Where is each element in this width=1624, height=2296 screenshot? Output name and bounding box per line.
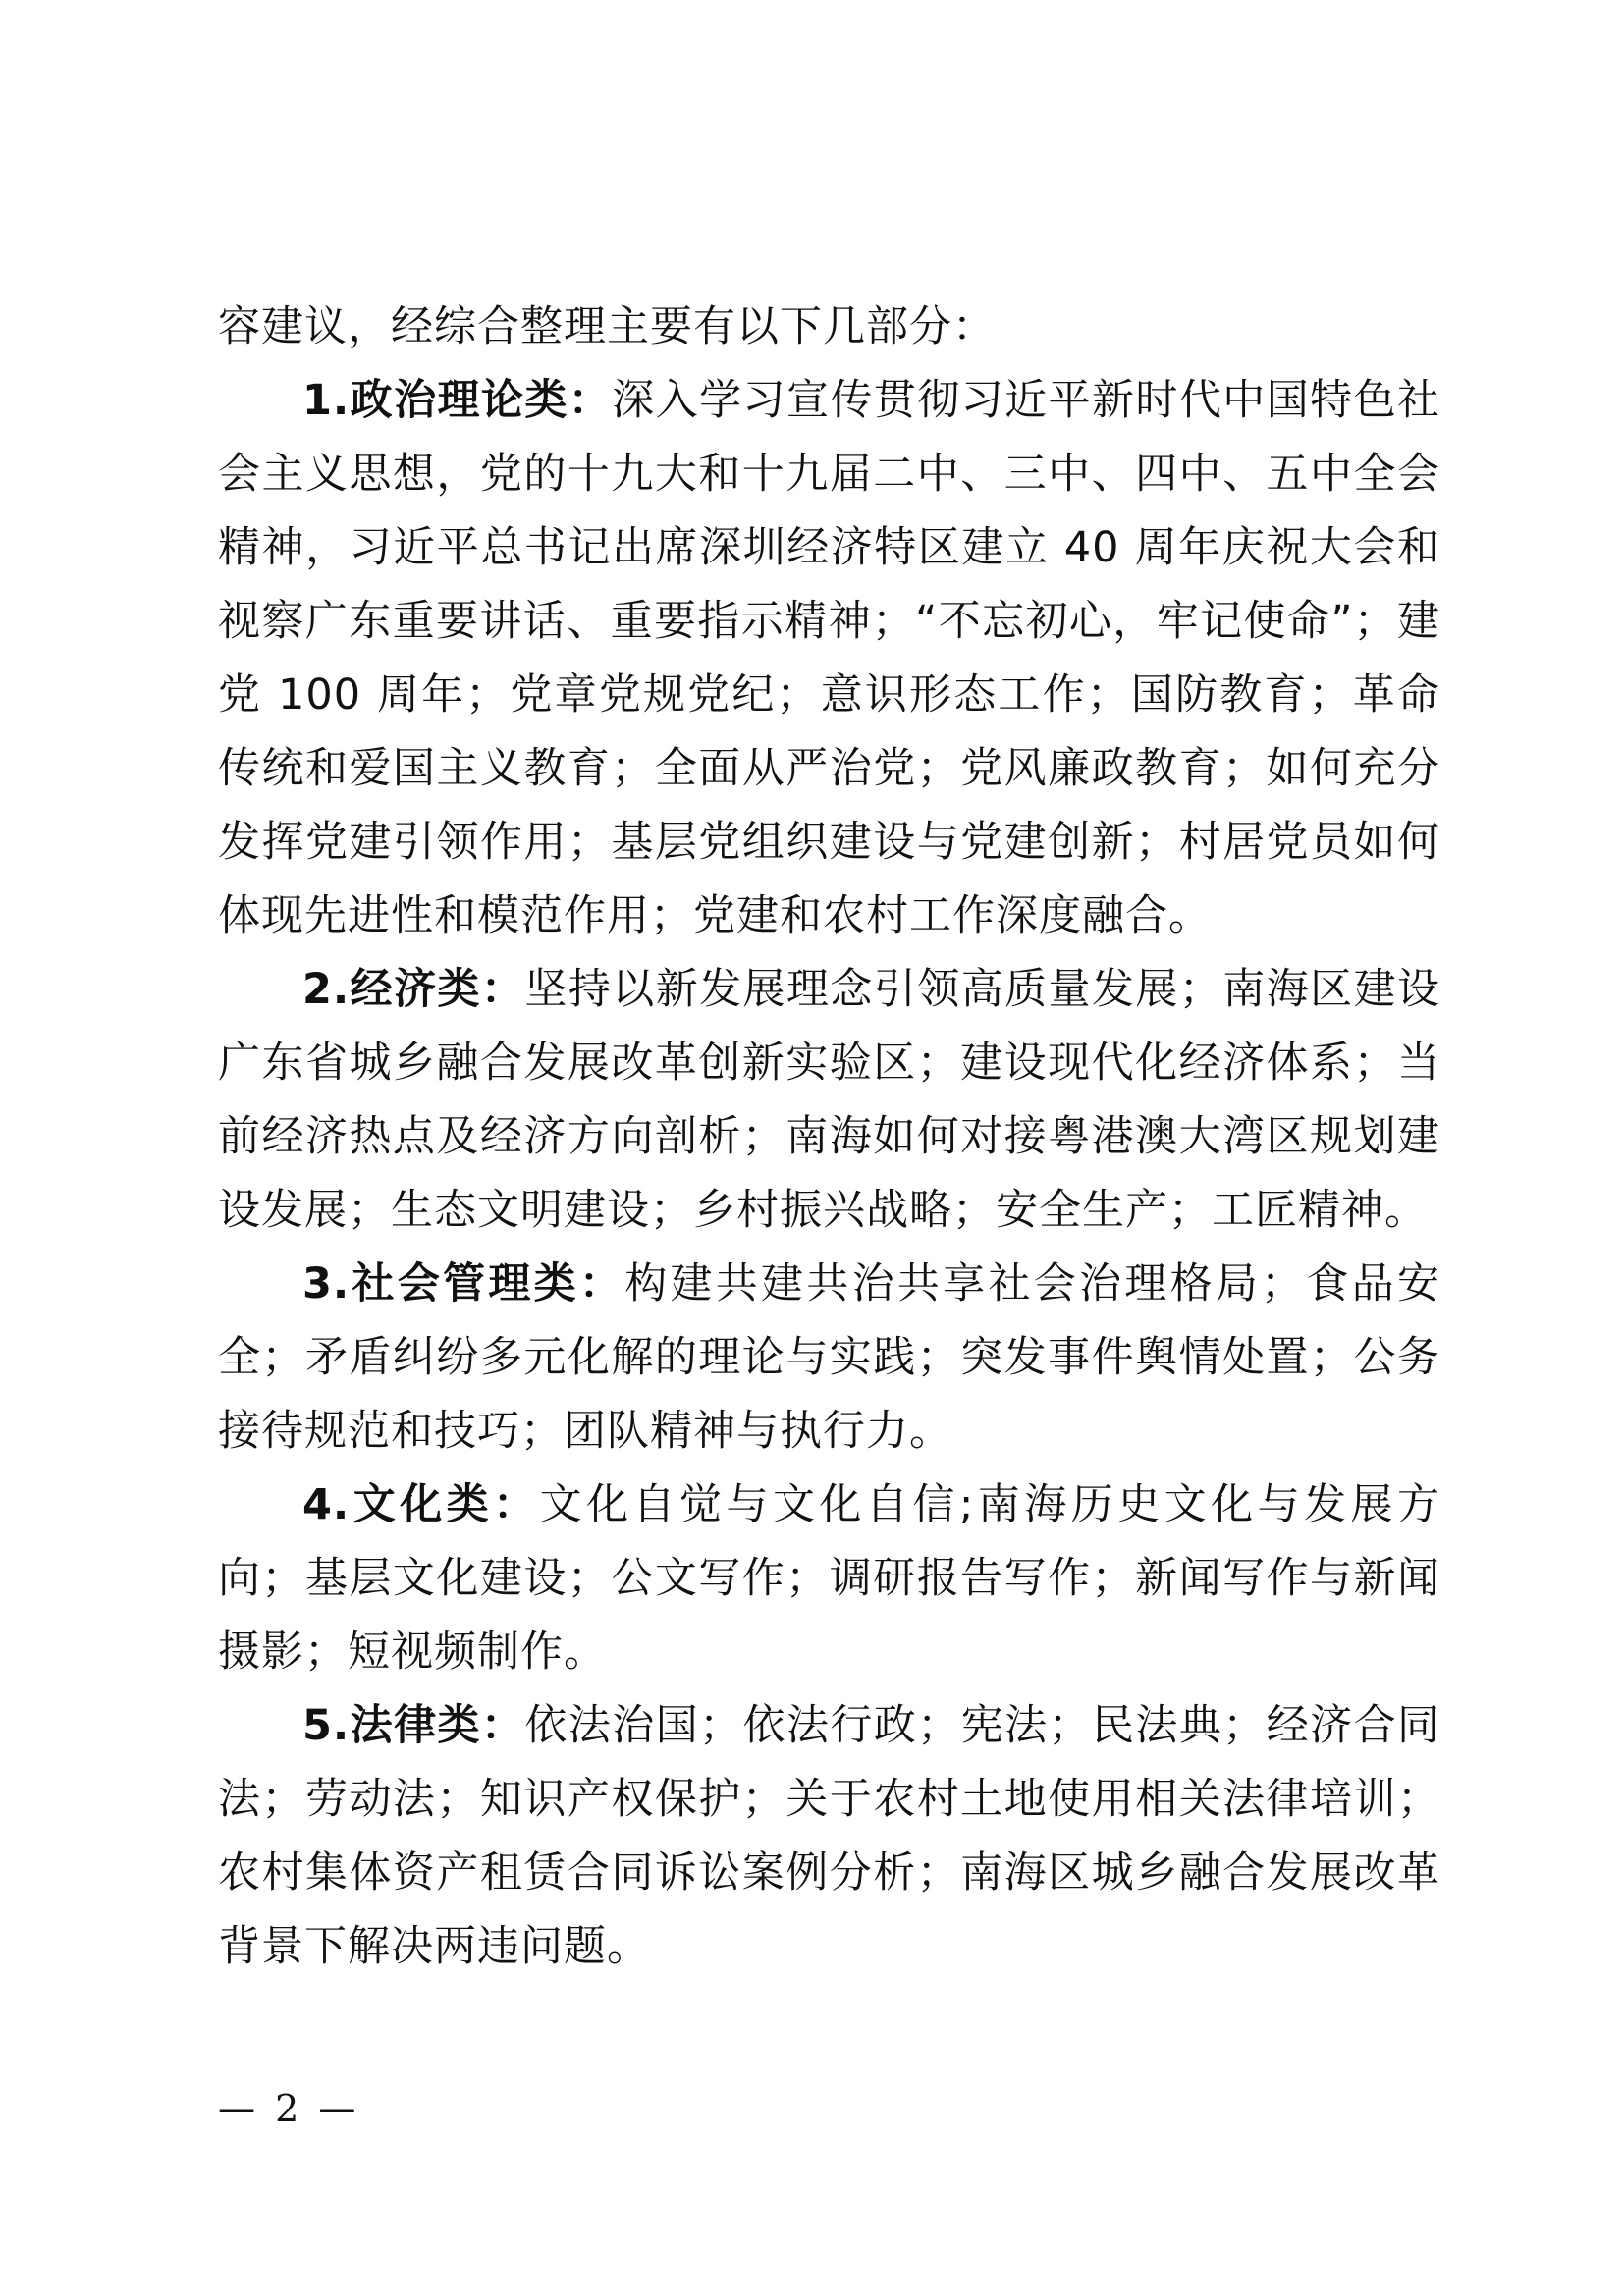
page-number: — 2 — — [218, 2087, 360, 2130]
section-politics — [218, 364, 1440, 953]
section-heading: 4.文化类： — [302, 1480, 540, 1529]
section-body: 深入学习宣传贯彻习近平新时代中国特色社会主义思想，党的十九大和十九届二中、三中、四中、五中全会精神，习近平总书记出席深圳经济特区建立 40 周年庆祝大会和视察广东重要讲话、重要指示精神；“不忘初心，牢记使命”；建党 100 周年；党章党规党纪；意识形态工作；国防教育；革命传统和爱国主义教育；全面从严治党；党风廉政教育；如何充分发挥党建引领作用；基层党组织建设与党建创新；村居党员如何体现先进性和模范作用；党建和农村工作深度融合。 — [218, 376, 1440, 940]
section-heading: 2.经济类： — [302, 965, 525, 1014]
intro-paragraph: 容建议，经综合整理主要有以下几部分： — [218, 302, 996, 351]
section-culture — [218, 1468, 1440, 1689]
section-law — [218, 1689, 1440, 1984]
section-heading: 5.法律类： — [302, 1701, 525, 1750]
section-body: 坚持以新发展理念引领高质量发展；南海区建设广东省城乡融合发展改革创新实验区；建设现代化经济体系；当前经济热点及经济方向剖析；南海如何对接粤港澳大湾区规划建设发展；生态文明建设；乡村振兴战略；安全生产；工匠精神。 — [218, 965, 1440, 1235]
section-body: 文化自觉与文化自信;南海历史文化与发展方向；基层文化建设；公文写作；调研报告写作；新闻写作与新闻摄影；短视频制作。 — [218, 1480, 1440, 1677]
section-heading: 3.社会管理类： — [302, 1259, 625, 1308]
section-body: 依法治国；依法行政；宪法；民法典；经济合同法；劳动法；知识产权保护；关于农村土地使用相关法律培训；农村集体资产租赁合同诉讼案例分析；南海区城乡融合发展改革背景下解决两违问题。 — [218, 1701, 1440, 1971]
section-social-management — [218, 1248, 1440, 1468]
section-body: 构建共建共治共享社会治理格局；食品安全；矛盾纠纷多元化解的理论与实践；突发事件舆情处置；公务接待规范和技巧；团队精神与执行力。 — [218, 1259, 1440, 1456]
document-body — [218, 291, 1440, 1984]
section-heading: 1.政治理论类： — [302, 376, 613, 425]
section-economy — [218, 953, 1440, 1248]
